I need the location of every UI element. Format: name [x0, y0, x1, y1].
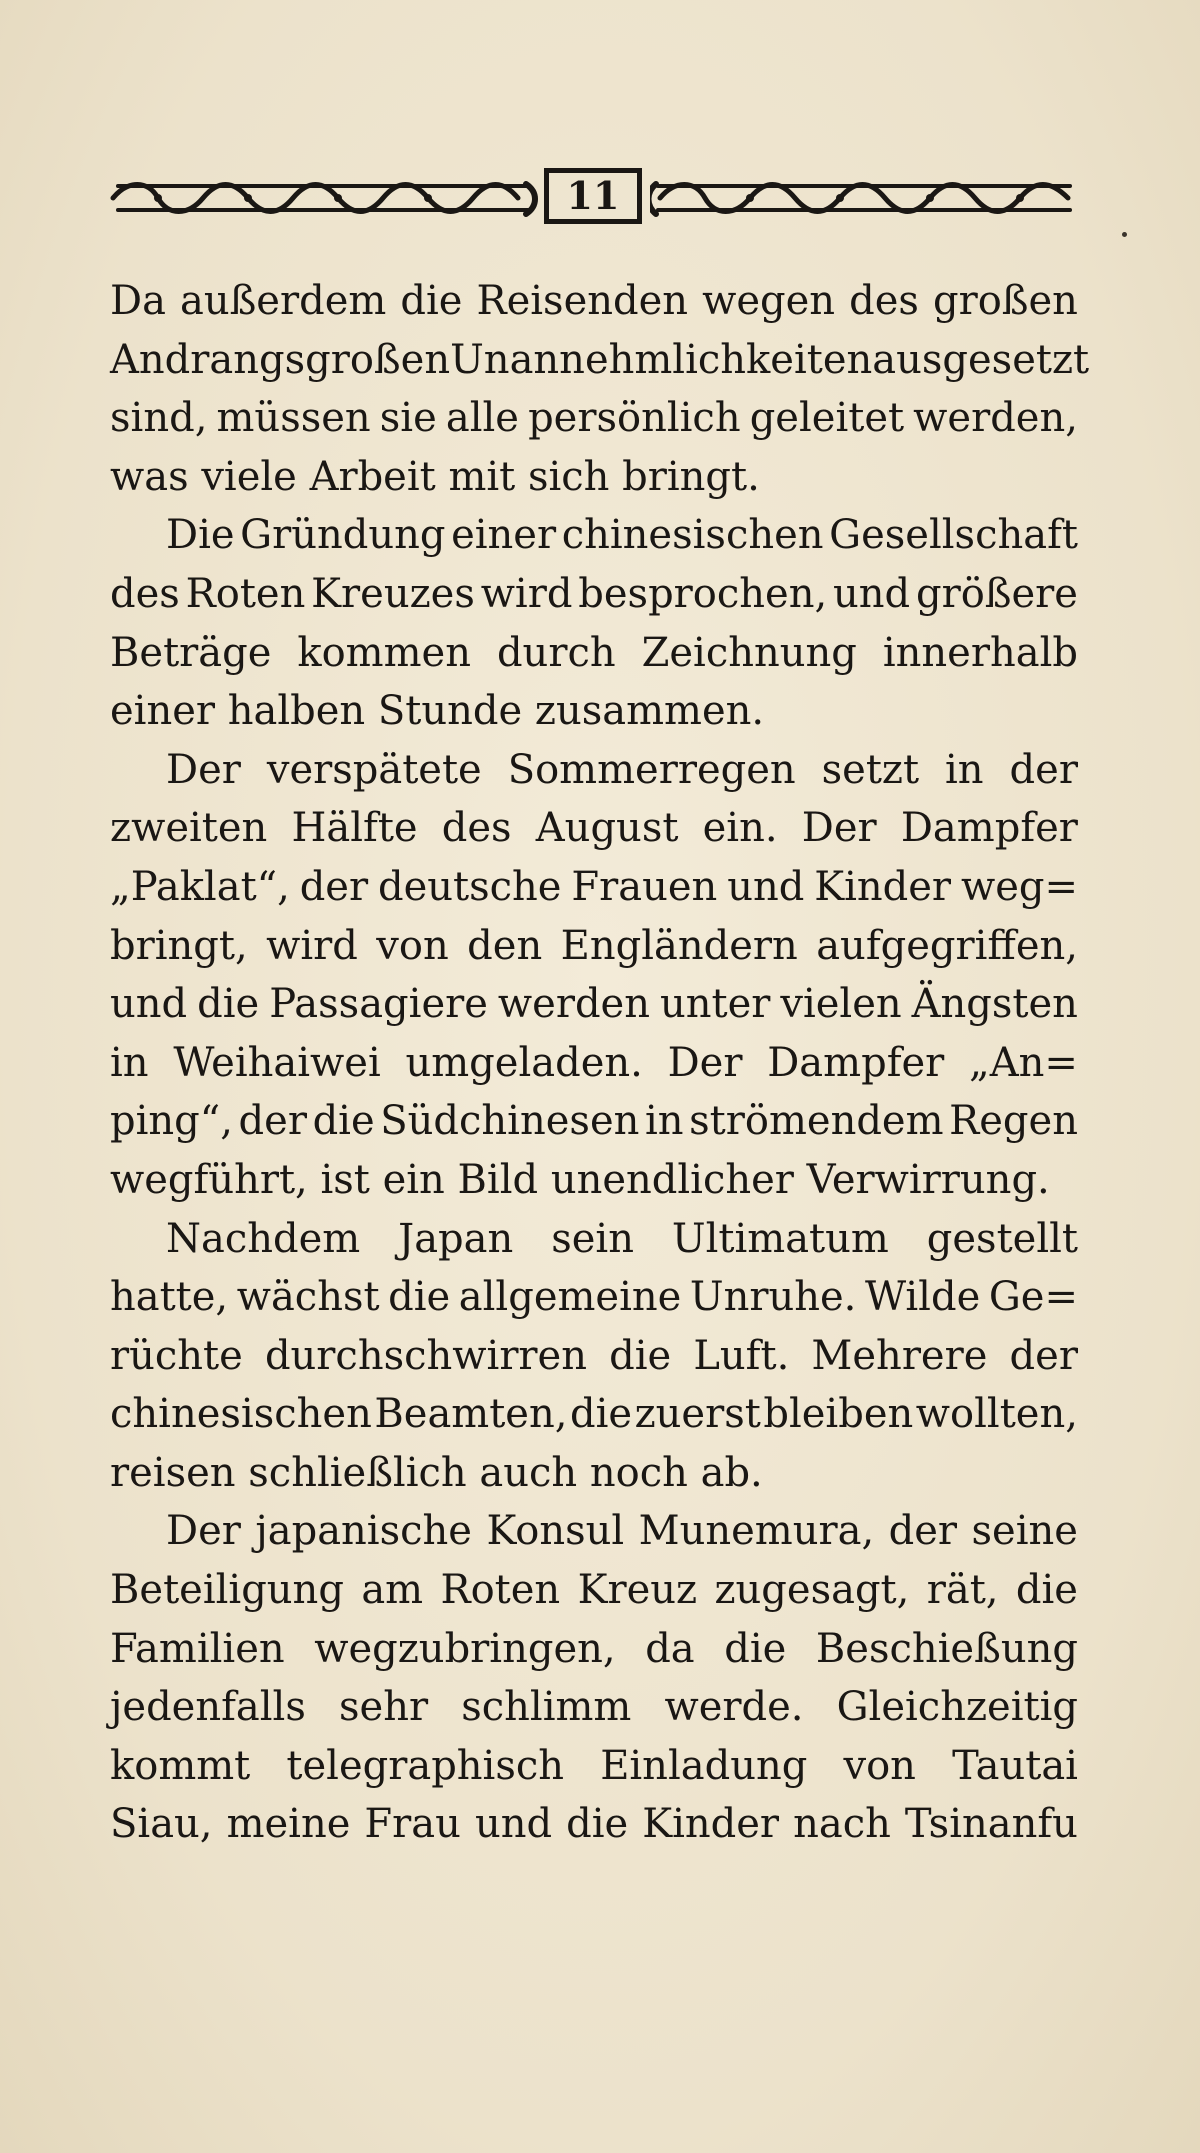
word: Ängsten: [911, 981, 1078, 1028]
word: verspätete: [266, 746, 482, 793]
word: Dampfer: [767, 1039, 945, 1086]
text-line: [110, 1385, 1078, 1444]
word: wegzubringen,: [314, 1625, 616, 1672]
word: Munemura,: [638, 1508, 875, 1555]
word: die: [609, 1332, 672, 1379]
word: sehr: [339, 1684, 429, 1731]
word: chinesischen: [110, 1391, 372, 1438]
word: setzt: [821, 746, 920, 793]
word: und: [474, 1801, 553, 1848]
word: des: [110, 570, 180, 617]
word: zugesagt,: [714, 1567, 910, 1614]
page-number: 11: [544, 168, 642, 224]
word: „An=: [969, 1039, 1078, 1086]
text-line: reisen schließlich auch noch ab.: [110, 1449, 763, 1496]
text-line: [110, 565, 1078, 624]
text-line: [110, 1561, 1078, 1620]
text-line: [110, 741, 1078, 800]
word: Unruhe.: [689, 1274, 857, 1321]
word: großen: [932, 278, 1078, 324]
word: Beschießung: [815, 1625, 1078, 1672]
text-line: [110, 1795, 1078, 1854]
word: den: [467, 922, 543, 969]
text-line: [110, 389, 1078, 448]
word: und: [727, 863, 805, 910]
text-line: [110, 272, 1078, 331]
word: Gleichzeitig: [836, 1684, 1078, 1731]
word: und: [110, 981, 188, 1028]
word: ping“,: [110, 1098, 233, 1145]
word: Gründung: [240, 512, 446, 559]
text-line: [110, 1210, 1078, 1269]
word: bleiben: [763, 1391, 914, 1438]
word: Unannehmlichkeiten: [450, 336, 873, 383]
word: Der: [166, 1508, 241, 1555]
text-line: [110, 917, 1078, 976]
word: meine: [226, 1801, 351, 1848]
word: einer: [451, 512, 557, 559]
word: unter: [659, 981, 771, 1028]
word: die: [1015, 1567, 1078, 1614]
text-line: wegführt, ist ein Bild unendlicher Verwirrung.: [110, 1156, 1050, 1203]
word: innerhalb: [882, 629, 1078, 676]
word: vielen: [780, 981, 902, 1028]
page-header: [108, 168, 1074, 228]
word: Einladung: [600, 1742, 808, 1789]
word: deutsche: [378, 863, 562, 910]
word: des: [441, 805, 512, 852]
word: Südchinesen: [380, 1098, 640, 1145]
word: sind,: [110, 395, 208, 442]
word: der: [238, 1098, 307, 1145]
word: bringt,: [110, 922, 248, 969]
text-line: [110, 799, 1078, 858]
word: Familien: [110, 1625, 285, 1672]
word: nach: [793, 1801, 891, 1848]
word: Beamten,: [374, 1391, 568, 1438]
word: alle: [445, 395, 519, 442]
word: Beteiligung: [110, 1567, 344, 1614]
word: Frau: [364, 1801, 461, 1848]
word: größere: [915, 570, 1078, 617]
word: Kreuz: [577, 1567, 698, 1614]
word: Engländern: [560, 922, 798, 969]
word: Frauen: [571, 863, 718, 910]
text-line: [110, 1678, 1078, 1737]
word: Andrangs: [110, 336, 306, 383]
word: Zeichnung: [641, 629, 857, 676]
word: rüchte: [110, 1332, 243, 1379]
word: Siau,: [110, 1801, 213, 1848]
word: der: [888, 1508, 958, 1555]
word: allgemeine: [458, 1274, 682, 1321]
word: Beträge: [110, 629, 272, 676]
word: ein.: [702, 805, 778, 852]
word: die: [312, 1098, 375, 1145]
word: von: [843, 1742, 916, 1789]
word: Luft.: [693, 1332, 790, 1379]
word: werde.: [664, 1684, 804, 1731]
word: Passagiere: [269, 981, 488, 1028]
word: werden,: [913, 395, 1078, 442]
word: in: [110, 1039, 149, 1086]
word: Regen: [949, 1098, 1078, 1145]
word: strömendem: [689, 1098, 944, 1145]
word: da: [645, 1625, 695, 1672]
text-line: [110, 506, 1078, 565]
text-line: [110, 1737, 1078, 1796]
word: in: [644, 1098, 684, 1145]
word: wegen: [702, 278, 836, 324]
word: Nachdem: [166, 1215, 361, 1262]
word: Gesellschaft: [829, 512, 1078, 559]
word: die: [197, 981, 260, 1028]
word: schlimm: [461, 1684, 632, 1731]
text-line: [110, 624, 1078, 683]
word: seine: [971, 1508, 1078, 1555]
word: Dampfer: [900, 805, 1078, 852]
word: wächst: [236, 1274, 380, 1321]
word: die: [724, 1625, 787, 1672]
word: kommen: [297, 629, 471, 676]
word: besprochen,: [578, 570, 828, 617]
word: geleitet: [749, 395, 905, 442]
word: Der: [166, 746, 241, 793]
word: außerdem: [179, 278, 387, 324]
word: persönlich: [528, 395, 741, 442]
word: in: [945, 746, 984, 793]
word: Roten: [185, 570, 306, 617]
word: wird: [480, 570, 573, 617]
word: „Paklat“,: [110, 863, 290, 910]
word: Sommerregen: [507, 746, 796, 793]
word: Mehrere: [811, 1332, 988, 1379]
word: zweiten: [110, 805, 268, 852]
word: und: [833, 570, 911, 617]
word: Der: [667, 1039, 743, 1086]
word: gestellt: [926, 1215, 1078, 1262]
word: der: [299, 863, 369, 910]
word: die: [388, 1274, 451, 1321]
word: Roten: [440, 1567, 561, 1614]
word: Ultimatum: [671, 1215, 889, 1262]
word: hatte,: [110, 1274, 229, 1321]
text-line: [110, 1268, 1078, 1327]
word: sie: [379, 395, 437, 442]
word: jedenfalls: [110, 1684, 306, 1731]
text-line: [110, 331, 1090, 390]
text-line: [110, 858, 1078, 917]
word: Wilde: [864, 1274, 981, 1321]
text-line: [110, 1502, 1078, 1561]
word: weg=: [960, 863, 1078, 910]
word: des: [849, 278, 919, 324]
text-line: [110, 975, 1078, 1034]
paper-speck: [1122, 232, 1127, 237]
word: der: [1009, 746, 1078, 793]
word: japanische: [255, 1508, 472, 1555]
word: zuerst: [634, 1391, 761, 1438]
word: die: [566, 1801, 629, 1848]
word: chinesischen: [561, 512, 824, 559]
word: telegraphisch: [286, 1742, 565, 1789]
text-line: [110, 1034, 1078, 1093]
word: die: [400, 278, 463, 324]
word: Weihaiwei: [173, 1039, 381, 1086]
word: Kinder: [642, 1801, 780, 1848]
word: Tsinanfu: [904, 1801, 1078, 1848]
word: rät,: [926, 1567, 999, 1614]
text-line: [110, 1327, 1078, 1386]
word: von: [376, 922, 449, 969]
word: aufgegriffen,: [816, 922, 1078, 969]
text-line: einer halben Stunde zusammen.: [110, 688, 765, 735]
word: ausgesetzt: [872, 336, 1090, 383]
text-line: [110, 1620, 1078, 1679]
word: durchschwirren: [264, 1332, 587, 1379]
word: Kinder: [814, 863, 952, 910]
word: werden: [497, 981, 650, 1028]
word: wird: [266, 922, 358, 969]
ornament-left-icon: [108, 178, 538, 218]
text-line: [110, 1092, 1078, 1151]
word: Japan: [398, 1215, 514, 1262]
body-text: [110, 272, 1090, 1854]
word: am: [361, 1567, 424, 1614]
word: die: [569, 1391, 633, 1438]
word: müssen: [216, 395, 371, 442]
text-line: was viele Arbeit mit sich bringt.: [110, 453, 760, 500]
word: Der: [801, 805, 877, 852]
word: umgeladen.: [405, 1039, 643, 1086]
word: kommt: [110, 1742, 251, 1789]
word: Kreuzes: [311, 570, 475, 617]
word: großen: [305, 336, 451, 383]
ornament-right-icon: [650, 178, 1074, 218]
word: Ge=: [988, 1274, 1078, 1321]
word: Tautai: [952, 1742, 1078, 1789]
word: Reisenden: [476, 278, 689, 324]
word: durch: [496, 629, 616, 676]
word: wollten,: [915, 1391, 1078, 1438]
word: Hälfte: [291, 805, 418, 852]
word: Konsul: [486, 1508, 625, 1555]
word: Da: [110, 278, 166, 324]
word: der: [1009, 1332, 1078, 1379]
word: Die: [166, 512, 235, 559]
word: August: [535, 805, 679, 852]
word: sein: [551, 1215, 634, 1262]
